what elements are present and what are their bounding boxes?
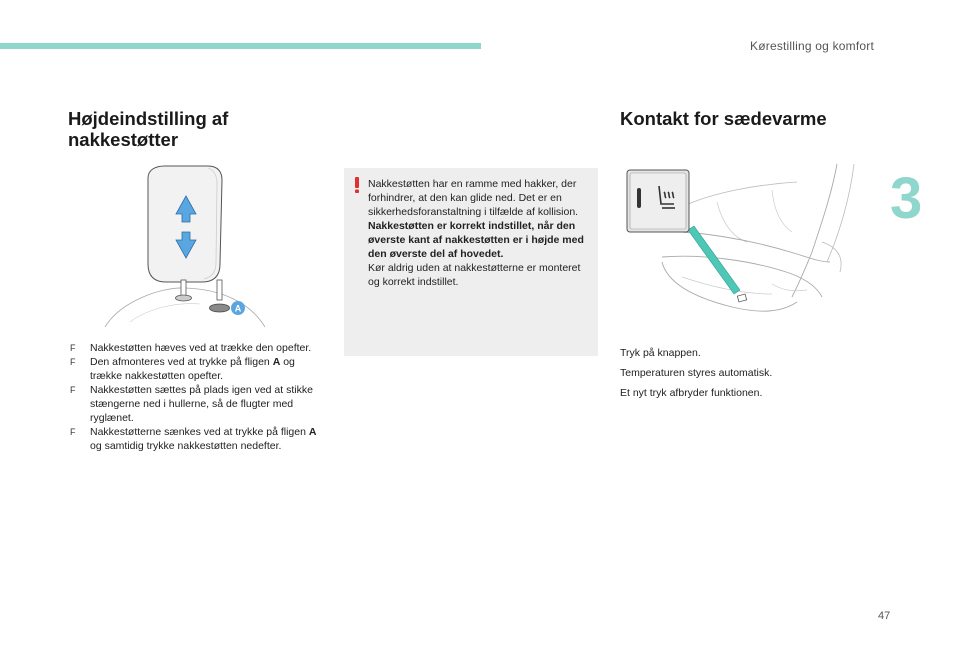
list-item (70, 341, 318, 355)
seat-heating-text (620, 346, 860, 406)
warning-text (368, 177, 592, 289)
bullet-marker: F (70, 427, 76, 437)
warning-paragraph-1: Nakkestøtten har en ramme med hakker, der forhindrer, at den kan glide ned. Det er en sikkerhedsforanstaltning i tilfælde af kollision. (368, 178, 579, 218)
figure-label-a: A (234, 303, 242, 314)
section-title: Kørestilling og komfort (750, 39, 874, 53)
list-item (70, 425, 318, 453)
list-item-text: Nakkestøtterne sænkes ved at trykke på fligen (90, 426, 309, 438)
seat-heating-button-callout (627, 170, 689, 232)
bullet-marker: F (70, 343, 76, 353)
seat-heating-illustration (622, 162, 862, 327)
list-item-text: Nakkestøtten hæves ved at trække den opefter. (90, 342, 312, 354)
headrest-section-title (68, 108, 308, 150)
list-item (70, 383, 318, 425)
headrest-illustration (100, 162, 270, 332)
seat-heating-section-title: Kontakt for sædevarme (620, 108, 827, 129)
bullet-marker: F (70, 357, 76, 367)
chapter-number: 3 (890, 166, 923, 231)
page-number: 47 (878, 610, 891, 622)
warning-paragraph-2: Kør aldrig uden at nakkestøtterne er monteret og korrekt indstillet. (368, 262, 581, 288)
seat-heating-paragraph: Temperaturen styres automatisk. (620, 367, 773, 379)
exclamation-icon (354, 177, 360, 193)
headrest-title-line1: Højdeindstilling af (68, 108, 229, 129)
bullet-marker: F (70, 385, 76, 395)
list-item (70, 355, 318, 383)
list-item-text: og samtidig trykke nakkestøtten nedefter. (90, 440, 282, 452)
list-item-text: Nakkestøtten sættes på plads igen ved at stikke stængerne ned i hullerne, så de flugter med ryglænet. (90, 384, 313, 424)
list-item-bold: A (272, 356, 281, 368)
headrest-instructions-list (70, 341, 318, 453)
header-accent-bar (0, 43, 481, 49)
seat-switch (737, 294, 746, 302)
seat-heating-paragraph: Tryk på knappen. (620, 347, 701, 359)
headrest-title-line2: nakkestøtter (68, 129, 179, 150)
list-item-bold: A (308, 426, 317, 438)
indicator-light-icon (637, 188, 641, 208)
seat-heating-paragraph: Et nyt tryk afbryder funktionen. (620, 387, 763, 399)
warning-box (344, 168, 598, 356)
list-item-text: Den afmonteres ved at trykke på fligen (90, 356, 273, 368)
list-item-text: og trække nakkestøtten opefter. (90, 356, 295, 382)
warning-paragraph-bold: Nakkestøtten er korrekt indstillet, når den øverste kant af nakkestøtten er i højde med den øverste del af hovedet. (368, 220, 584, 260)
